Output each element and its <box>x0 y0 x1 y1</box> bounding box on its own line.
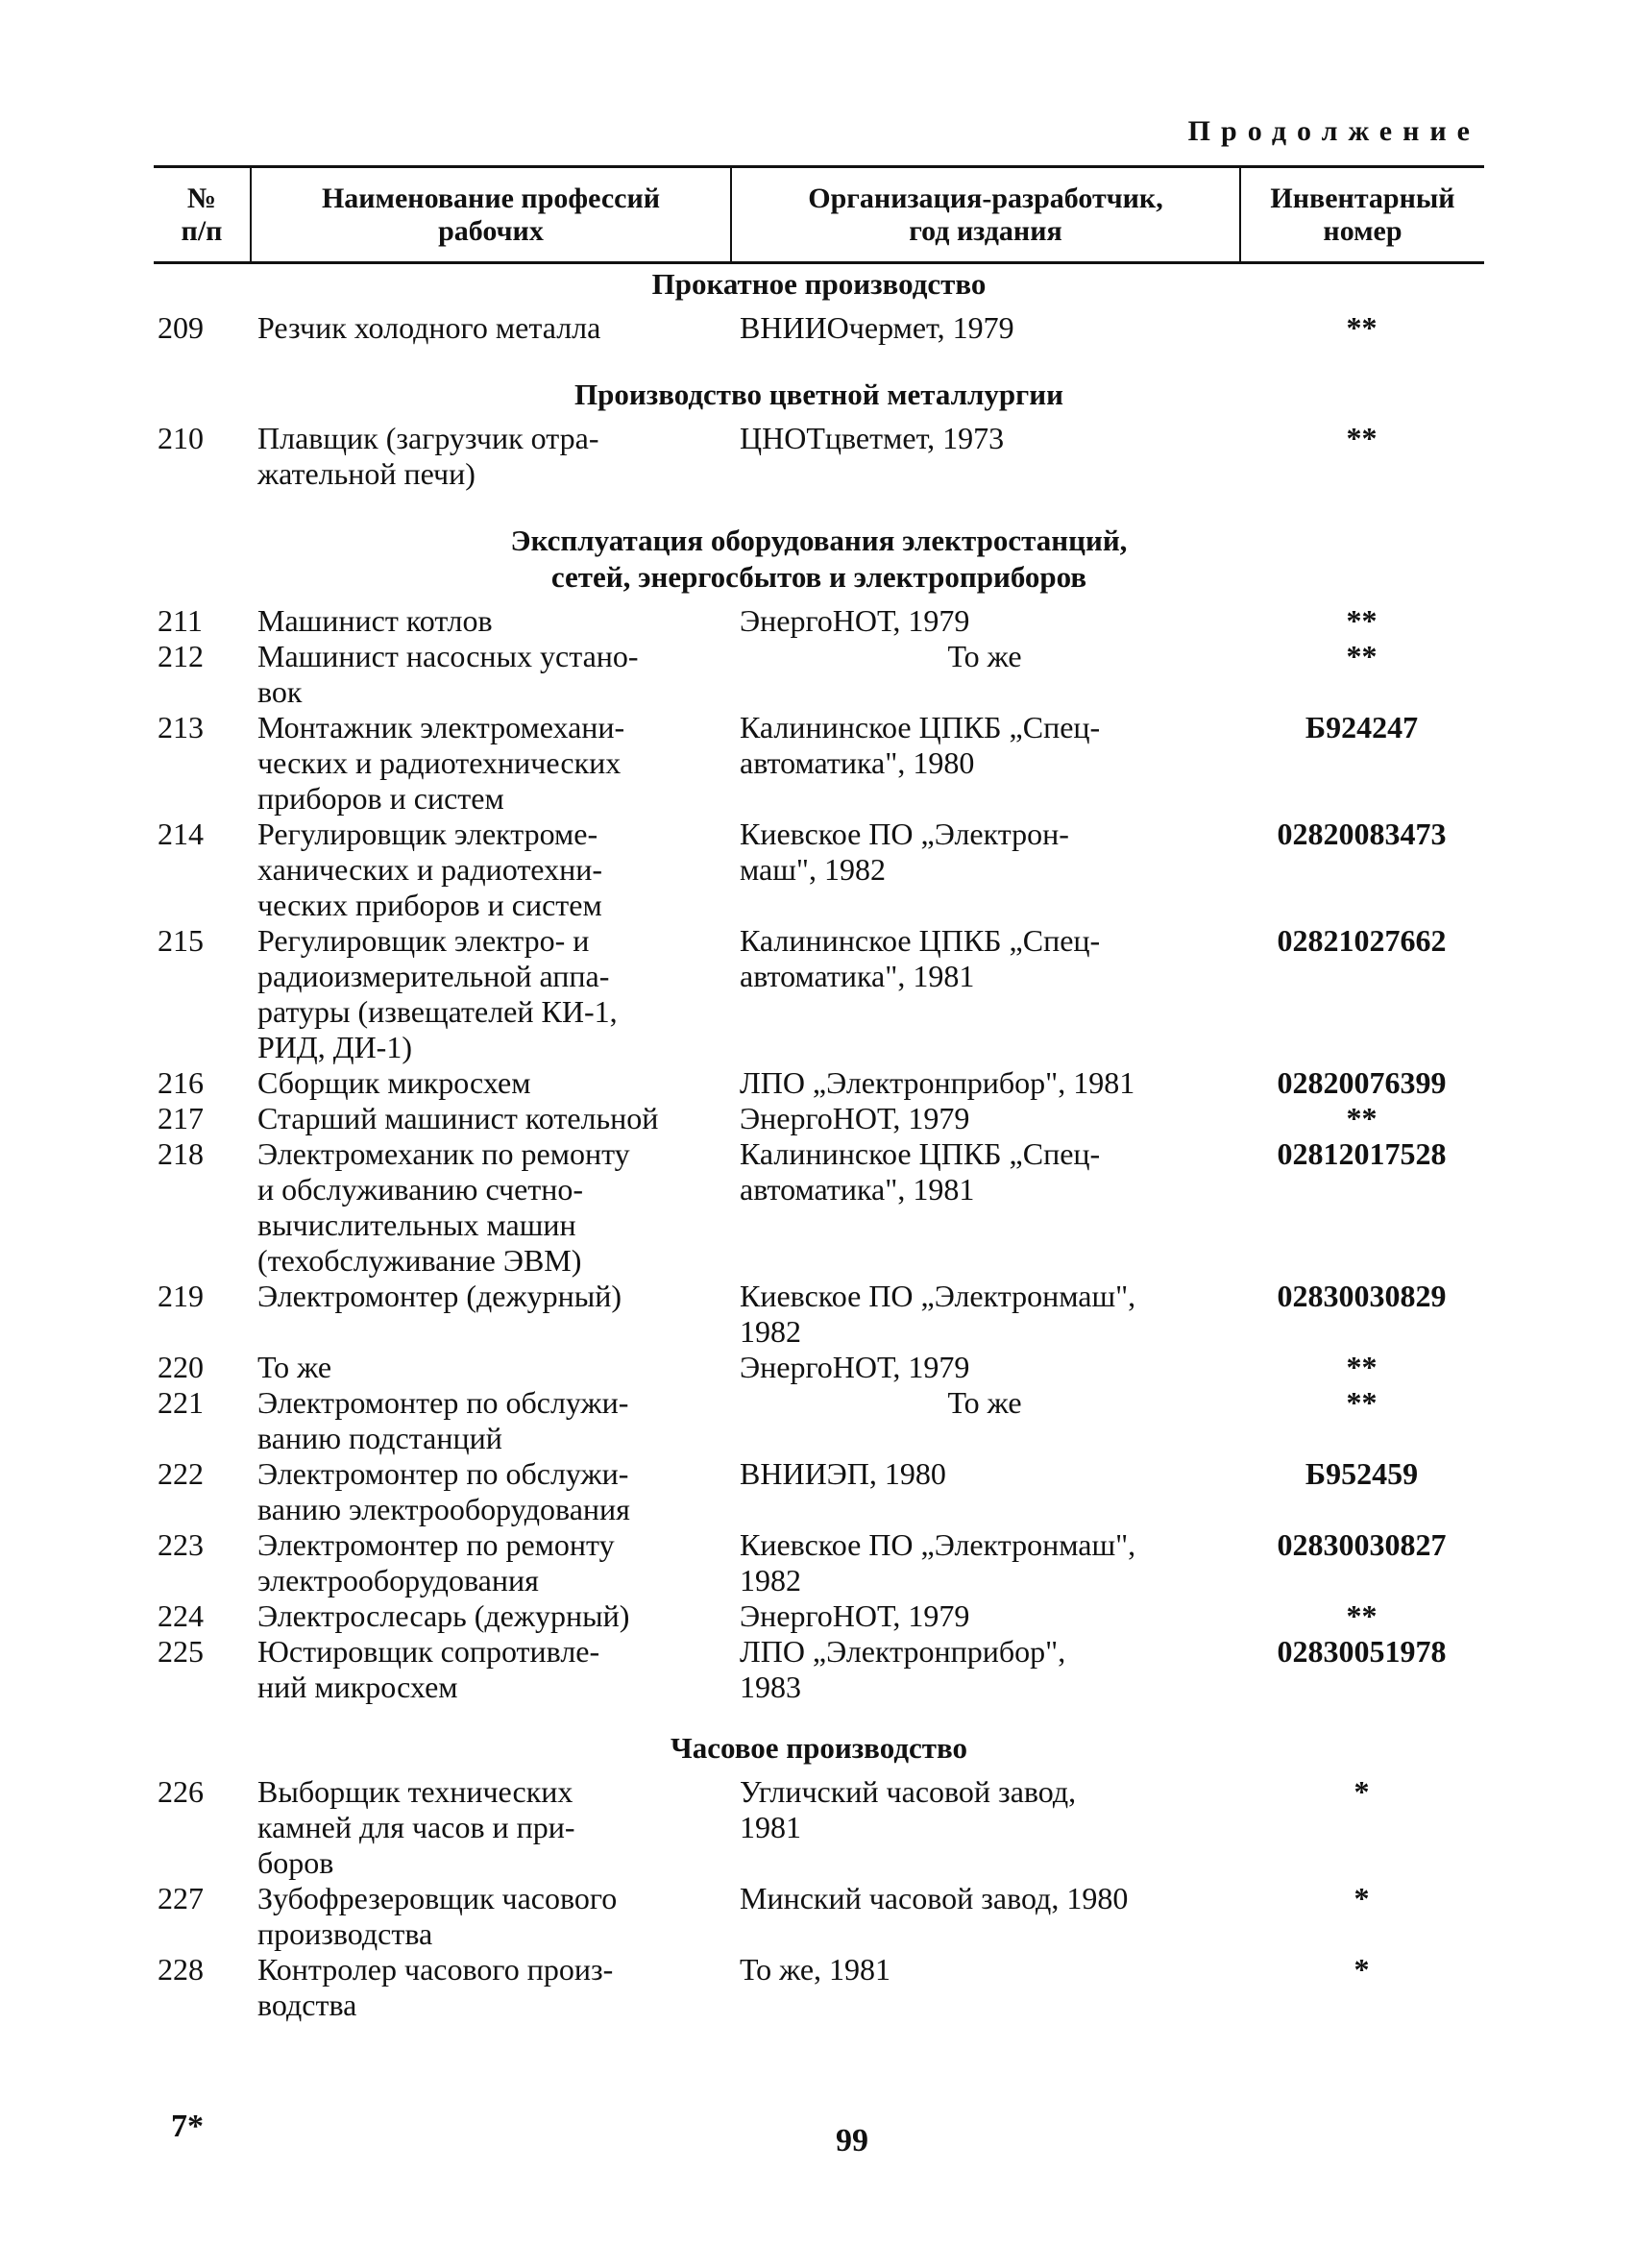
row-number: 224 <box>158 1598 204 1633</box>
header-profession-name: Наименование профессий рабочих <box>250 168 730 261</box>
profession-name: Электрослесарь (дежурный) <box>257 1598 630 1633</box>
row-number: 220 <box>158 1350 204 1384</box>
profession-name: Электромонтер (дежурный) <box>257 1279 622 1313</box>
developer-org: Минский часовой завод, 1980 <box>740 1881 1129 1915</box>
developer-org: Угличский часовой завод, 1981 <box>740 1774 1077 1844</box>
inventory-number: * <box>1354 1881 1370 1915</box>
row-number: 211 <box>158 603 203 638</box>
profession-name: Зубофрезеровщик часового производства <box>257 1881 618 1951</box>
developer-org: ЛПО „Электронприбор", 1981 <box>740 1065 1135 1100</box>
inventory-number: * <box>1354 1774 1370 1809</box>
section-title: Прокатное производство <box>651 267 987 301</box>
row-number: 217 <box>158 1101 204 1135</box>
section-title: Эксплуатация оборудования электростанций, сетей, энергосбытов и электроприборов <box>510 524 1128 594</box>
profession-name: Электромонтер по обслужи- ванию электрооборудования <box>257 1456 630 1526</box>
row-number: 218 <box>158 1136 204 1171</box>
row-number: 214 <box>158 817 204 851</box>
developer-org: ЦНОТцветмет, 1973 <box>740 421 1005 455</box>
row-number: 219 <box>158 1279 204 1313</box>
row-number: 210 <box>158 421 204 455</box>
developer-org: ВНИИОчермет, 1979 <box>740 310 1014 345</box>
profession-name: Электромонтер по ремонту электрооборудования <box>257 1527 615 1597</box>
table-row <box>154 1136 1484 1279</box>
developer-org: Киевское ПО „Электронмаш", 1982 <box>740 1527 1136 1597</box>
profession-name: Монтажник электромехани- ческих и радиотехнических приборов и систем <box>257 710 625 816</box>
profession-name: Регулировщик электроме- ханических и радиотехни- ческих приборов и систем <box>257 817 602 922</box>
table-row <box>154 1350 1484 1385</box>
table-row <box>154 1456 1484 1527</box>
page-number: 99 <box>836 2123 868 2158</box>
inventory-number: ** <box>1346 421 1378 455</box>
profession-name: Юстировщик сопротивле- ний микросхем <box>257 1634 600 1704</box>
table-row <box>154 710 1484 817</box>
inventory-number: ** <box>1346 1101 1378 1135</box>
profession-name: Электромеханик по ремонту и обслуживанию счетно- вычислительных машин (техобслуживание ЭВМ) <box>257 1136 630 1278</box>
table-header <box>154 168 1484 261</box>
profession-name: Регулировщик электро- и радиоизмерительной аппа- ратуры (извещателей КИ-1, РИД, ДИ-1) <box>257 923 618 1064</box>
table-row <box>154 1634 1484 1705</box>
row-number: 216 <box>158 1065 204 1100</box>
inventory-number: 02830030829 <box>1277 1279 1447 1313</box>
table-row <box>154 1065 1484 1101</box>
table-row <box>154 1952 1484 2023</box>
inventory-number: ** <box>1346 310 1378 345</box>
table-row <box>154 1385 1484 1456</box>
inventory-number: 02830030827 <box>1277 1527 1447 1562</box>
profession-name: То же <box>257 1350 332 1384</box>
table-row <box>154 1598 1484 1634</box>
table-row <box>154 1101 1484 1136</box>
table-row <box>154 817 1484 923</box>
profession-name: Плавщик (загрузчик отра- жательной печи) <box>257 421 599 491</box>
header-inventory-number: Инвентарный номер <box>1239 168 1484 261</box>
developer-org: Калининское ЦПКБ „Спец- автоматика", 1981 <box>740 1136 1101 1207</box>
row-number: 226 <box>158 1774 204 1809</box>
row-number: 222 <box>158 1456 204 1491</box>
section-title: Часовое производство <box>670 1731 968 1765</box>
table-row <box>154 1527 1484 1598</box>
header-developer-org: Организация-разработчик, год издания <box>730 168 1239 261</box>
table-row <box>154 603 1484 639</box>
professions-table <box>154 165 1484 2023</box>
row-number: 221 <box>158 1385 204 1420</box>
table-row <box>154 1774 1484 1881</box>
header-number: № п/п <box>181 182 223 247</box>
inventory-number: ** <box>1346 639 1378 673</box>
profession-name: Машинист котлов <box>257 603 493 638</box>
inventory-number: 02830051978 <box>1277 1634 1447 1669</box>
continuation-label: Продолжение <box>1187 115 1480 147</box>
developer-org: Калининское ЦПКБ „Спец- автоматика", 1980 <box>740 710 1101 780</box>
developer-org: ЭнергоНОТ, 1979 <box>740 603 970 638</box>
inventory-number: 02820076399 <box>1277 1065 1447 1100</box>
table-body <box>154 264 1484 2023</box>
row-number: 209 <box>158 310 204 345</box>
row-number: 223 <box>158 1527 204 1562</box>
developer-org: Киевское ПО „Электронмаш", 1982 <box>740 1279 1136 1349</box>
inventory-number: ** <box>1346 1598 1378 1633</box>
table-row <box>154 1881 1484 1952</box>
developer-org: ЭнергоНОТ, 1979 <box>740 1350 970 1384</box>
table-row <box>154 421 1484 492</box>
profession-name: Выборщик технических камней для часов и при- боров <box>257 1774 575 1880</box>
section-title: Производство цветной металлургии <box>574 378 1063 411</box>
table-row <box>154 310 1484 346</box>
inventory-number: ** <box>1346 1385 1378 1420</box>
profession-name: Сборщик микросхем <box>257 1065 531 1100</box>
inventory-number: * <box>1354 1952 1370 1987</box>
table-row <box>154 923 1484 1065</box>
profession-name: Электромонтер по обслужи- ванию подстанций <box>257 1385 629 1455</box>
profession-name: Резчик холодного металла <box>257 310 601 345</box>
inventory-number: 02812017528 <box>1277 1136 1447 1171</box>
developer-org: Киевское ПО „Электрон- маш", 1982 <box>740 817 1069 887</box>
developer-org: ЛПО „Электронприбор", 1983 <box>740 1634 1066 1704</box>
profession-name: Контролер часового произ- водства <box>257 1952 614 2022</box>
row-number: 213 <box>158 710 204 744</box>
developer-org: Калининское ЦПКБ „Спец- автоматика", 1981 <box>740 923 1101 993</box>
developer-org: То же, 1981 <box>740 1952 891 1987</box>
developer-org: ЭнергоНОТ, 1979 <box>740 1101 970 1135</box>
developer-org: ВНИИЭП, 1980 <box>740 1456 946 1491</box>
inventory-number: Б924247 <box>1305 710 1419 744</box>
inventory-number: ** <box>1346 1350 1378 1384</box>
row-number: 212 <box>158 639 204 673</box>
developer-org: То же <box>947 639 1022 673</box>
row-number: 215 <box>158 923 204 958</box>
table-row <box>154 639 1484 710</box>
profession-name: Старший машинист котельной <box>257 1101 659 1135</box>
profession-name: Машинист насосных устано- вок <box>257 639 639 709</box>
signature-mark: 7* <box>171 2109 204 2144</box>
inventory-number: Б952459 <box>1305 1456 1419 1491</box>
inventory-number: 02821027662 <box>1277 923 1447 958</box>
inventory-number: ** <box>1346 603 1378 638</box>
developer-org: То же <box>947 1385 1022 1420</box>
developer-org: ЭнергоНОТ, 1979 <box>740 1598 970 1633</box>
row-number: 228 <box>158 1952 204 1987</box>
row-number: 225 <box>158 1634 204 1669</box>
inventory-number: 02820083473 <box>1277 817 1447 851</box>
row-number: 227 <box>158 1881 204 1915</box>
table-row <box>154 1279 1484 1350</box>
